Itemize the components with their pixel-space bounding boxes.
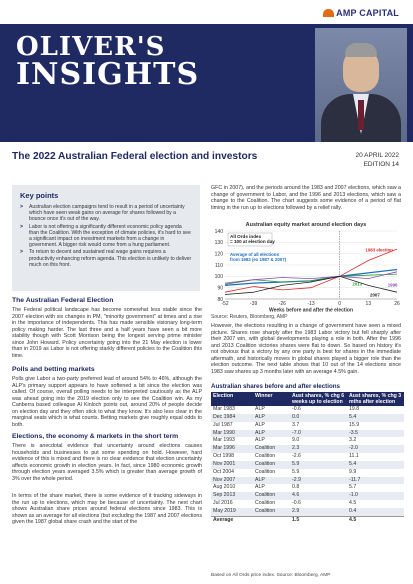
y-tick-label: 130 <box>214 240 223 247</box>
table-cell: Jul 2016 <box>213 500 233 507</box>
x-tick-label: -39 <box>250 301 258 307</box>
table-source: Based on All Ords price index. Source: Bloomberg, AMP <box>211 573 331 578</box>
paragraph-markets-2: In terms of the share market, there is some evidence of it tracking sideways in the run up to elections, which may be because of uncertainty. The next chart shows Australian share prices around federal elections since 1983. This is shown as an average for all elections (but excluding the 1987 and 2007 elections given the 1987 global share crash and the start of the <box>12 493 202 526</box>
table-cell: 2.3 <box>290 445 347 453</box>
table-cell: Sep 2013 <box>211 492 253 500</box>
key-points-box <box>12 185 200 291</box>
table-cell: 11.1 <box>349 453 359 460</box>
x-tick-label: 13 <box>365 301 372 307</box>
table-cell: Coalition <box>255 468 276 475</box>
table-cell: 5.9 <box>290 461 347 469</box>
table-cell: ALP <box>253 414 290 422</box>
key-point-item: > Labor is not offering a significantly different economic policy agenda than the Coalition. With the exception of climate policies, it's hard to see a significant impact on investment markets from a change in government. A bigger risk would come from a hung parliament. <box>20 224 192 249</box>
paragraph-markets-1: There is anecdotal evidence that uncertainty around elections causes households and businesses to put some spending on hold. However, hard evidence of this is mixed and there is no clear evidence that election uncertainty affects economic growth in election years. In fact, since 1980 economic growth through election years averaged 3.5% which is greater than average growth of 3% over the whole period. <box>12 443 202 482</box>
table-cell: 0.8 <box>292 484 300 491</box>
table-cell: 4.6 <box>290 492 347 500</box>
series-label-3: 1996 <box>387 282 398 288</box>
table-cell: ALP <box>253 430 290 438</box>
key-point-item: > Australian election campaigns tend to result in a period of uncertainty which have seen weak gains on average for shares followed by a bounce once it's out of the way. <box>20 204 192 223</box>
table-cell: 2.9 <box>290 508 347 516</box>
amp-capital-logo: AMP CAPITAL <box>323 8 399 18</box>
y-tick-label: 110 <box>215 262 223 269</box>
x-tick-label: -13 <box>307 301 315 307</box>
table-cell: -2.6 <box>292 453 301 460</box>
table-row <box>211 422 404 430</box>
key-point-item: > To return to decent and sustained real wage gains requires a productivity enhancing reform agenda. This election is unlikely to deliver much on this front. <box>20 249 192 268</box>
table-cell: 3.2 <box>349 437 357 444</box>
col-header-election: Election <box>211 392 253 406</box>
x-tick-label: -52 <box>221 301 229 307</box>
insights-banner <box>0 24 413 142</box>
series-label-1: 1983 election <box>365 247 393 253</box>
series-line-0 <box>225 270 397 286</box>
col-header-after: Aust shares, % chg 3 mths after election <box>347 392 404 406</box>
table-cell: Coalition <box>253 445 290 453</box>
table-cell: ALP <box>255 484 265 491</box>
table-average-cell: Average <box>211 516 253 524</box>
table-cell: -11.7 <box>347 477 404 485</box>
x-tick-label: -26 <box>278 301 286 307</box>
table-cell: 9.0 <box>292 437 300 444</box>
series-label-4: 2007 <box>370 292 380 298</box>
table-cell: Coalition <box>253 461 290 469</box>
y-tick-label: 140 <box>214 229 223 235</box>
table-cell: Coalition <box>255 453 276 460</box>
table-cell: Mar 1990 <box>211 430 253 438</box>
author-portrait <box>315 28 407 142</box>
chart-annotation: All Ords index = 100 at election day <box>230 234 275 244</box>
table-cell: Mar 1996 <box>211 445 253 453</box>
table-cell: 0.0 <box>290 414 347 422</box>
section-heading-polls: Polls and betting markets <box>12 366 95 373</box>
table-cell: 5.9 <box>292 468 300 475</box>
chart-source: Source: Reuters, Bloomberg, AMP <box>211 314 288 320</box>
table-cell: -1.0 <box>347 492 404 500</box>
table-cell: 3.7 <box>292 421 300 428</box>
x-tick-label: 26 <box>394 301 400 307</box>
table-cell: 0.4 <box>347 508 404 516</box>
table-row <box>211 477 404 485</box>
edition-number: EDITION 14 <box>363 161 399 168</box>
portrait-hair <box>345 43 377 57</box>
banner-line-2: INSIGHTS <box>16 57 200 92</box>
chart-title: Australian equity market around election days <box>245 222 367 228</box>
y-tick-label: 120 <box>214 251 223 258</box>
table-row <box>211 500 404 508</box>
paragraph-polls: Polls give Labor a two-party preferred lead of around 54% to 46%, although the ALP's primary support appears to have softened a bit since the election was called. Of course, overall polling needs to be interpreted cautiously as the ALP was ahead going into the 2019 election only to see the Coalition win. As my Canberra based colleague Al Kinloch points out, around 20% of people decide on election day and they often stick to what they know. It's also less clear in the marginal seats which is what counts. Betting markets give roughly equal odds to both. <box>12 376 202 428</box>
table-row <box>211 461 404 469</box>
table-cell: ALP <box>255 421 265 428</box>
table-cell: Oct 2004 <box>213 468 235 475</box>
table-row <box>211 484 404 492</box>
table-cell: Nov 2007 <box>211 477 253 485</box>
table-row <box>211 492 404 500</box>
table-cell: May 2019 <box>211 508 253 516</box>
key-points-heading: Key points <box>20 191 59 200</box>
table-cell: -0.6 <box>292 500 301 507</box>
table-row <box>211 445 404 453</box>
table-average-row <box>211 516 404 524</box>
table-row <box>211 406 404 414</box>
page-title: The 2022 Australian Federal election and investors <box>12 151 258 162</box>
table-cell: Mar 1993 <box>213 437 235 444</box>
paragraph-election: The Federal political landscape has become somewhat less stable since the 2007 election with six changes in PM, "minority government" at times and a rise in the importance of independents. This has made sensible visionary long-term policy making harder. The last three and a half years have seen a bit more stability though with Scott Morrison being the longest serving prime minister since John Howard. Policy uncertainty going into the 21 May election is lower than in 2019 as Labor is not offering starkly different policies to the Coalition this time. <box>12 307 202 359</box>
table-cell: ALP <box>253 477 290 485</box>
table-average-cell <box>253 516 290 524</box>
col-header-winner: Winner <box>253 392 290 406</box>
table-row <box>211 414 404 422</box>
date-edition <box>356 151 400 169</box>
portrait-tie <box>358 100 364 130</box>
equity-election-chart <box>211 229 403 313</box>
banner-line-1: OLIVER'S <box>16 32 166 62</box>
table-header-row <box>211 392 404 406</box>
table-cell: Coalition <box>253 492 290 500</box>
y-tick-label: 100 <box>214 274 223 281</box>
x-axis-label: Weeks before and after the election <box>268 307 354 313</box>
paragraph-chart-intro: GFC in 2007), and the periods around the 1983 and 2007 elections, which saw a change of government to Labor, and the 1996 and 2013 elections, which saw a change to the Coalition. The chart suggests some evidence of a period of flat timing in the run up to elections followed by a relief rally. <box>211 185 401 211</box>
table-cell: -7.0 <box>290 430 347 438</box>
series-label-2: 2013 <box>352 281 363 287</box>
table-cell: Oct 1998 <box>213 453 235 460</box>
series-line-3 <box>225 272 397 285</box>
table-cell: Coalition <box>253 508 290 516</box>
table-cell: 5.4 <box>347 414 404 422</box>
table-cell: 5.4 <box>347 461 404 469</box>
table-cell: Aug 2010 <box>213 484 236 491</box>
table-cell: -2.0 <box>347 445 404 453</box>
series-label-0: Average of all elections from 1983 (ex 1987 & 2007) <box>230 251 287 262</box>
banner-title <box>16 34 199 90</box>
table-average-cell: 4.5 <box>347 516 404 524</box>
table-cell: Jul 1987 <box>213 421 233 428</box>
y-tick-label: 80 <box>217 296 223 303</box>
election-shares-table <box>211 392 404 525</box>
table-cell: Coalition <box>255 500 276 507</box>
amp-logo-mark-icon <box>323 9 334 17</box>
section-heading-election: The Australian Federal Election <box>12 297 114 304</box>
table-cell: Nov 2001 <box>211 461 253 469</box>
section-heading-markets: Elections, the economy & markets in the short term <box>12 433 179 440</box>
table-cell: -0.6 <box>292 406 301 412</box>
table-cell: -2.9 <box>290 477 347 485</box>
y-tick-label: 90 <box>217 285 223 292</box>
table-cell: Dec 1984 <box>211 414 253 422</box>
table-cell: ALP <box>255 406 265 412</box>
publish-date: 20 APRIL 2022 <box>355 152 399 159</box>
table-average-cell: 1.5 <box>290 516 347 524</box>
table-title: Australian shares before and after elections <box>211 383 340 390</box>
table-cell: 5.7 <box>349 484 357 491</box>
table-cell: 4.5 <box>349 500 357 507</box>
table-row <box>211 508 404 516</box>
table-cell: -3.5 <box>347 430 404 438</box>
table-cell: Mar 1983 <box>213 406 235 412</box>
table-row <box>211 430 404 438</box>
table-cell: 15.9 <box>349 421 360 428</box>
x-tick-label: 0 <box>338 301 342 307</box>
table-row <box>211 437 404 445</box>
table-row <box>211 453 404 461</box>
table-row <box>211 469 404 477</box>
table-cell: 9.9 <box>349 468 357 475</box>
col-header-before: Aust shares, % chg 6 weeks up to election <box>290 392 347 406</box>
table-cell: 19.8 <box>349 406 360 412</box>
paragraph-outcomes: However, the elections resulting in a change of government have seen a mixed picture. Shares rose sharply after the 1983 Labor victory but fell sharply after their 2007 win, with global developments playing a role in both. After the 1996 and 2013 Coalition victories shares were flat to down. So based on history it's not obvious that a victory by any one party is best for shares in the immediate aftermath, and historically moves in global shares played a bigger role than the election outcome. The next table shows that 10 out of the 14 elections since 1983 saw shares up 3 months later with an average 4.5% gain. <box>211 323 401 375</box>
table-cell: ALP <box>255 437 265 444</box>
